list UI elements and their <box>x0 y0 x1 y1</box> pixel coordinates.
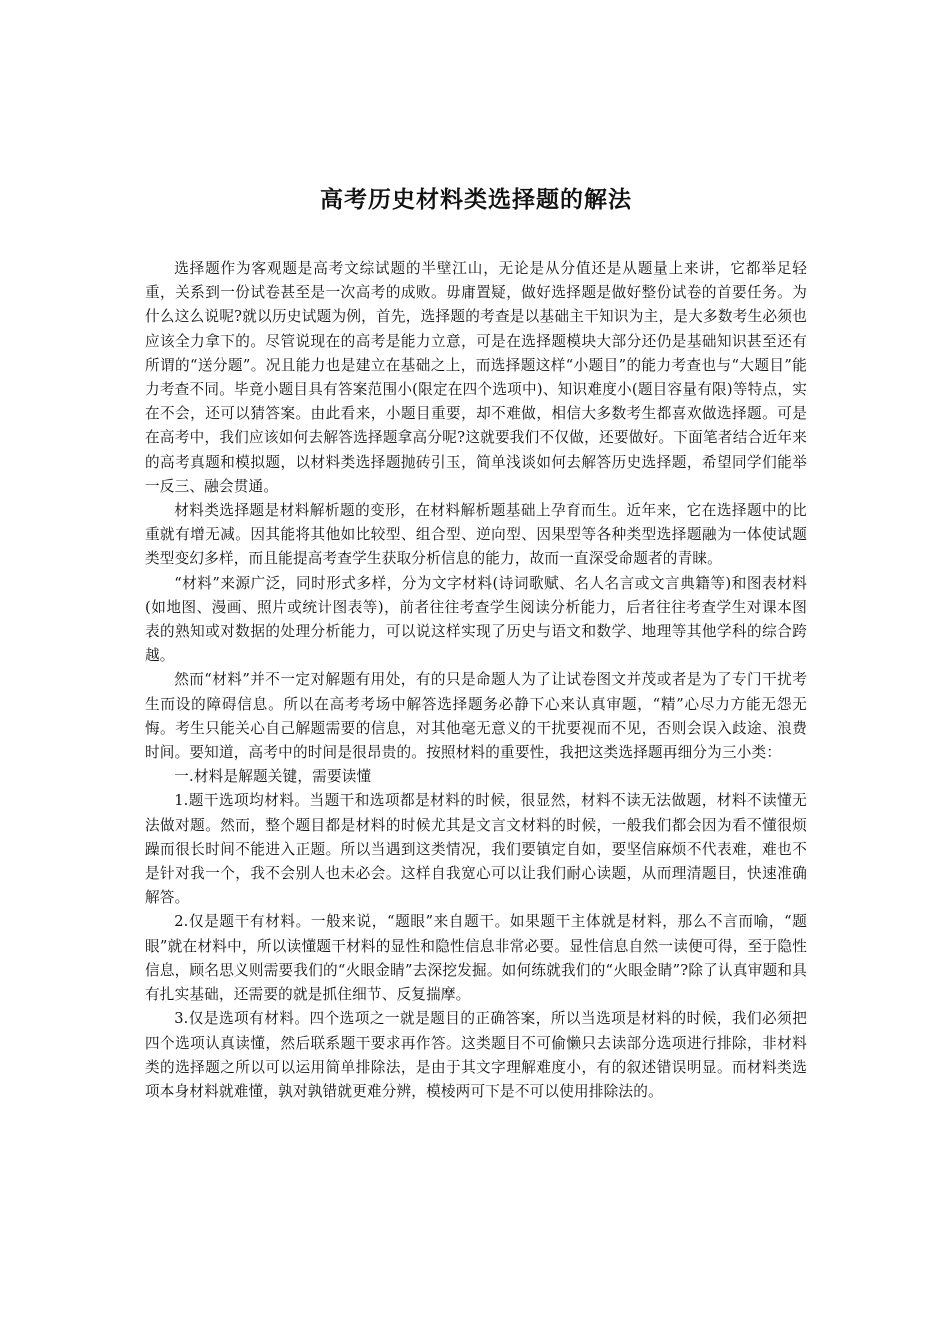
document-page <box>145 183 807 1104</box>
paragraph-item-1: 1.题干选项均材料。当题干和选项都是材料的时候，很显然，材料不读无法做题，材料不读懂无法做对题。然而，整个题目都是材料的时候尤其是文言文材料的时候，一般我们都会因为看不懂很烦躁而很长时间不能进入正题。所以当遇到这类情况，我们要镇定自如，要坚信麻烦不代表难，难也不是针对我一个，我不会别人也未必会。这样自我宽心可以让我们耐心读题，从而理清题目，快速准确解答。 <box>145 792 807 907</box>
paragraph-intro: 选择题作为客观题是高考文综试题的半壁江山，无论是从分值还是从题量上来讲，它都举足轻重，关系到一份试卷甚至是一次高考的成败。毋庸置疑，做好选择题是做好整份试卷的首要任务。为什么这么说呢?就以历史试题为例，首先，选择题的考查是以基础主干知识为主，是大多数考生必须也应该全力拿下的。尽管说现在的高考是能力立意，可是在选择题模块大部分还仍是基础知识甚至还有所谓的“送分题”。况且能力也是建立在基础之上，而选择题这样“小题目”的能力考查也与“大题目”能力考查不同。毕竟小题目具有答案范围小(限定在四个选项中)、知识难度小(题目容量有限)等特点，实在不会，还可以猜答案。由此看来，小题目重要，却不难做，相信大多数考生都喜欢做选择题。可是在高考中，我们应该如何去解答选择题拿高分呢?这就要我们不仅做，还要做好。下面笔者结合近年来的高考真题和模拟题，以材料类选择题抛砖引玉，简单浅谈如何去解答历史选择题，希望同学们能举一反三、融会贯通。 <box>145 260 807 495</box>
paragraph-material-interference: 然而“材料”并不一定对解题有用处，有的只是命题人为了让试卷图文并茂或者是为了专门干扰考生而设的障碍信息。所以在高考考场中解答选择题务必静下心来认真审题，“精”心尽力方能无怨无悔。考生只能关心自己解题需要的信息，对其他毫无意义的干扰要视而不见，否则会误入歧途、浪费时间。要知道，高考中的时间是很昂贵的。按照材料的重要性，我把这类选择题再细分为三小类： <box>145 671 807 762</box>
paragraph-material-sources: “材料”来源广泛，同时形式多样，分为文字材料(诗词歌赋、名人名言或文言典籍等)和图表材料(如地图、漫画、照片或统计图表等)，前者往往考查学生阅读分析能力，后者往往考查学生对课本图表的熟知或对数据的处理分析能力，可以说这样实现了历史与语文和数学、地理等其他学科的综合跨越。 <box>145 574 807 665</box>
paragraph-item-3: 3.仅是选项有材料。四个选项之一就是题目的正确答案，所以当选项是材料的时候，我们必须把四个选项认真读懂，然后联系题干要求再作答。这类题目不可偷懒只去读部分选项进行排除，非材料类的选择题之所以可以运用简单排除法，是由于其文字理解难度小，有的叙述错误明显。而材料类选项本身材料就难懂，孰对孰错就更难分辨，模棱两可下是不可以使用排除法的。 <box>145 1010 807 1100</box>
document-title: 高考历史材料类选择题的解法 <box>320 187 632 213</box>
section-heading-1: 一.材料是解题关键，需要读懂 <box>174 768 372 786</box>
paragraph-item-2: 2.仅是题干有材料。一般来说，“题眼”来自题干。如果题干主体就是材料，那么不言而喻，“题眼”就在材料中，所以读懂题干材料的显性和隐性信息非常必要。显性信息自然一读便可得，至于隐性信息，顾名思义则需要我们的“火眼金睛”去深挖发掘。如何练就我们的“火眼金睛”?除了认真审题和具有扎实基础，还需要的就是抓住细节、反复揣摩。 <box>145 913 807 1004</box>
paragraph-material-type: 材料类选择题是材料解析题的变形，在材料解析题基础上孕育而生。近年来，它在选择题中的比重就有增无减。因其能将其他如比较型、组合型、逆向型、因果型等各种类型选择题融为一体使试题类型变幻多样，而且能提高考查学生获取分析信息的能力，故而一直深受命题者的青睐。 <box>145 502 807 568</box>
